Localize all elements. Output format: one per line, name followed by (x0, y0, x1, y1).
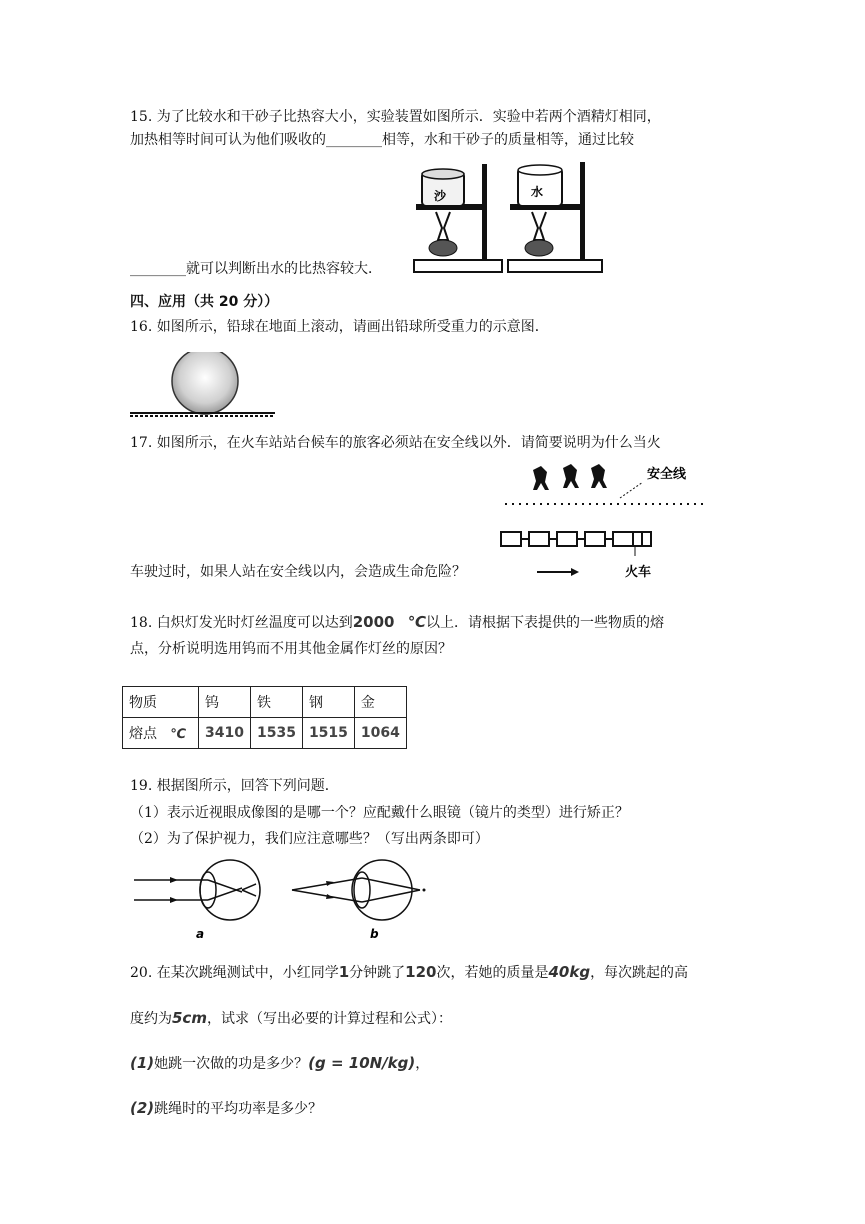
temperature-unit: ℃ (407, 613, 426, 631)
table-cell: 金 (354, 687, 406, 718)
sub1-number: (1) (130, 1054, 155, 1072)
q20-line2b: ，试求（写出必要的计算过程和公式）： (206, 1011, 452, 1027)
label-train: 火车 (625, 565, 652, 580)
q20-sub1 (130, 1054, 429, 1073)
q18-line1 (130, 613, 664, 632)
q20-line1 (130, 963, 688, 982)
label-safety-line: 安全线 (647, 467, 687, 482)
table-cell: 1064 (354, 718, 406, 749)
q20-line1d: ，每次跳起的高 (590, 965, 689, 981)
eye-imaging-figure (130, 852, 440, 944)
melting-point-table (122, 686, 407, 749)
temperature-value: 2000 (352, 613, 395, 631)
q20-sub2 (130, 1099, 322, 1118)
q15-line2 (130, 131, 634, 149)
label-a: a (196, 927, 205, 941)
shot-put-figure (130, 352, 280, 424)
heating-apparatus-figure (412, 158, 612, 276)
platform-safety-line-figure (495, 460, 717, 580)
q19-sub2: （2）为了保护视力，我们应注意哪些？（写出两条即可） (130, 831, 489, 847)
sub1-text: 她跳一次做的功是多少？ (154, 1056, 309, 1072)
label-b: b (370, 927, 379, 941)
table-cell (123, 718, 199, 749)
gravity-constant: (g = 10N/kg) (308, 1054, 416, 1072)
table-cell: 1535 (250, 718, 302, 749)
table-cell: 3410 (199, 718, 251, 749)
q20-line2 (130, 1009, 452, 1028)
q20-line2a: 度约为 (130, 1011, 172, 1027)
section-title: 四、应用（共 20 分）） (130, 294, 279, 310)
table-cell: 钨 (199, 687, 251, 718)
q19-sub1: （1）表示近视眼成像图的是哪一个？应配戴什么眼镜（镜片的类型）进行矫正？ (130, 805, 629, 821)
q20-line1b: 分钟跳了 (349, 965, 406, 981)
q20-line1c: 次，若她的质量是 (436, 965, 549, 981)
q20-jumps: 120 (405, 963, 437, 981)
q17-line2: 车驶过时，如果人站在安全线以内，会造成生命危险？ (130, 564, 466, 580)
q15-line3-text: 就可以判断出水的比热容较大． (186, 261, 382, 277)
q18-line1a: 18. 白炽灯发光时灯丝温度可以达到 (130, 615, 353, 631)
table-row (123, 718, 407, 749)
q16-text: 16. 如图所示，铅球在地面上滚动，请画出铅球所受重力的示意图． (130, 319, 549, 335)
answer-blank[interactable]: ________ (326, 132, 382, 148)
sub2-text: 跳绳时的平均功率是多少？ (154, 1101, 323, 1117)
sub1-tail: ， (415, 1056, 430, 1072)
q19-title: 19. 根据图所示，回答下列问题． (130, 778, 339, 794)
table-cell: 1515 (302, 718, 354, 749)
table-cell: 钢 (302, 687, 354, 718)
q15-line1: 15. 为了比较水和干砂子比热容大小，实验装置如图所示．实验中若两个酒精灯相同， (130, 109, 661, 125)
table-cell: 铁 (250, 687, 302, 718)
q20-minutes: 1 (338, 963, 350, 981)
label-sand: 沙 (434, 189, 447, 203)
q20-mass: 40kg (548, 963, 591, 981)
q18-line2: 点，分析说明选用钨而不用其他金属作灯丝的原因？ (130, 641, 452, 657)
q20-line1a: 20. 在某次跳绳测试中，小红同学 (130, 965, 339, 981)
table-cell: 物质 (123, 687, 199, 718)
row-unit: ℃ (170, 727, 187, 742)
label-water: 水 (531, 185, 544, 199)
q18-line1b: 以上．请根据下表提供的一些物质的熔 (426, 615, 664, 631)
table-row (123, 687, 407, 718)
sub2-number: (2) (130, 1099, 155, 1117)
q17-line1: 17. 如图所示，在火车站站台候车的旅客必须站在安全线以外．请简要说明为什么当火 (130, 435, 661, 451)
q15-line3 (130, 260, 382, 278)
q15-line2b: 相等，水和干砂子的质量相等，通过比较 (382, 132, 634, 148)
q20-height: 5cm (172, 1009, 207, 1027)
answer-blank-2[interactable]: ________ (130, 261, 186, 277)
q15-line2a: 加热相等时间可认为他们吸收的 (130, 132, 326, 148)
row-label: 熔点 (129, 726, 157, 742)
